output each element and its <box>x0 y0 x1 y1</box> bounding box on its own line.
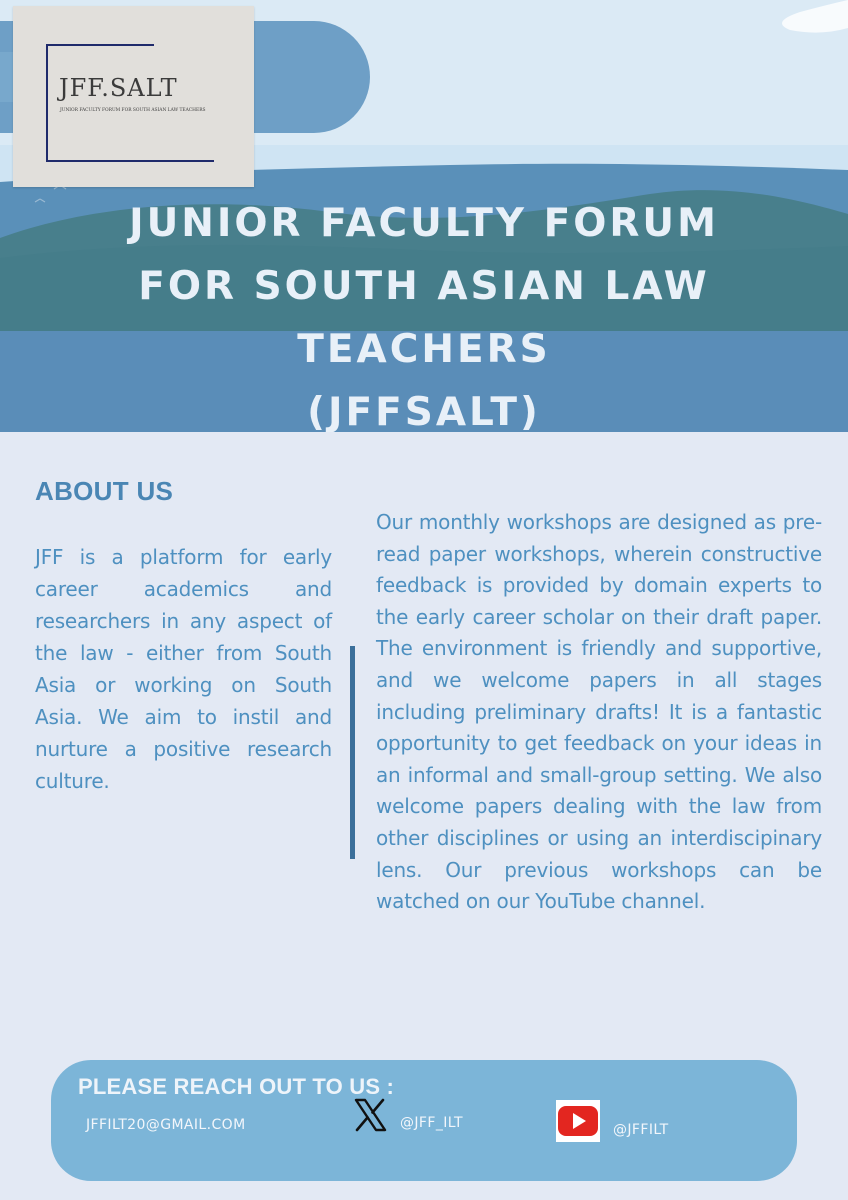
logo-frame-line <box>46 44 48 162</box>
youtube-icon[interactable] <box>556 1100 600 1142</box>
workshop-description-paragraph: Our monthly workshops are designed as pre-read paper workshops, wherein constructive feedback is provided by domain experts to the early career scholar on their draft paper. The environment is friendly and supportive, and we welcome papers in all stages including preliminary drafts! It is a fantastic opportunity to get feedback on your ideas in an informal and small-group setting. We also welcome papers dealing with the law from other disciplines or using an interdiscipinary lens. Our previous workshops can be watched on our YouTube channel. <box>376 510 822 914</box>
contact-heading: PLEASE REACH OUT TO US : <box>78 1074 395 1099</box>
page-title <box>0 192 848 432</box>
logo-card <box>13 6 254 187</box>
column-divider <box>350 646 355 859</box>
x-handle[interactable]: @JFF_ILT <box>400 1115 463 1131</box>
logo-frame-line <box>46 160 214 162</box>
page-title-line: JUNIOR FACULTY FORUM <box>129 201 719 246</box>
page-title-line: (JFFSALT) <box>307 390 541 432</box>
x-logo-icon[interactable] <box>352 1097 388 1133</box>
about-heading: ABOUT US <box>35 476 174 506</box>
youtube-handle[interactable]: @JFFILT <box>613 1122 669 1138</box>
about-intro-paragraph: JFF is a platform for early career academics and researchers in any aspect of the law - either from South Asia or working on South Asia. We aim to instil and nurture a positive research culture. <box>35 545 332 793</box>
logo-wordmark: JFF.SALT <box>59 74 178 102</box>
logo-tagline: JUNIOR FACULTY FORUM FOR SOUTH ASIAN LAW TEACHERS <box>60 108 206 113</box>
page-title-line: FOR SOUTH ASIAN LAW <box>138 264 710 309</box>
logo-frame-line <box>46 44 154 46</box>
page-title-line: TEACHERS <box>297 327 551 372</box>
contact-email[interactable]: JFFILT20@GMAIL.COM <box>86 1117 246 1133</box>
header-banner <box>0 0 848 432</box>
